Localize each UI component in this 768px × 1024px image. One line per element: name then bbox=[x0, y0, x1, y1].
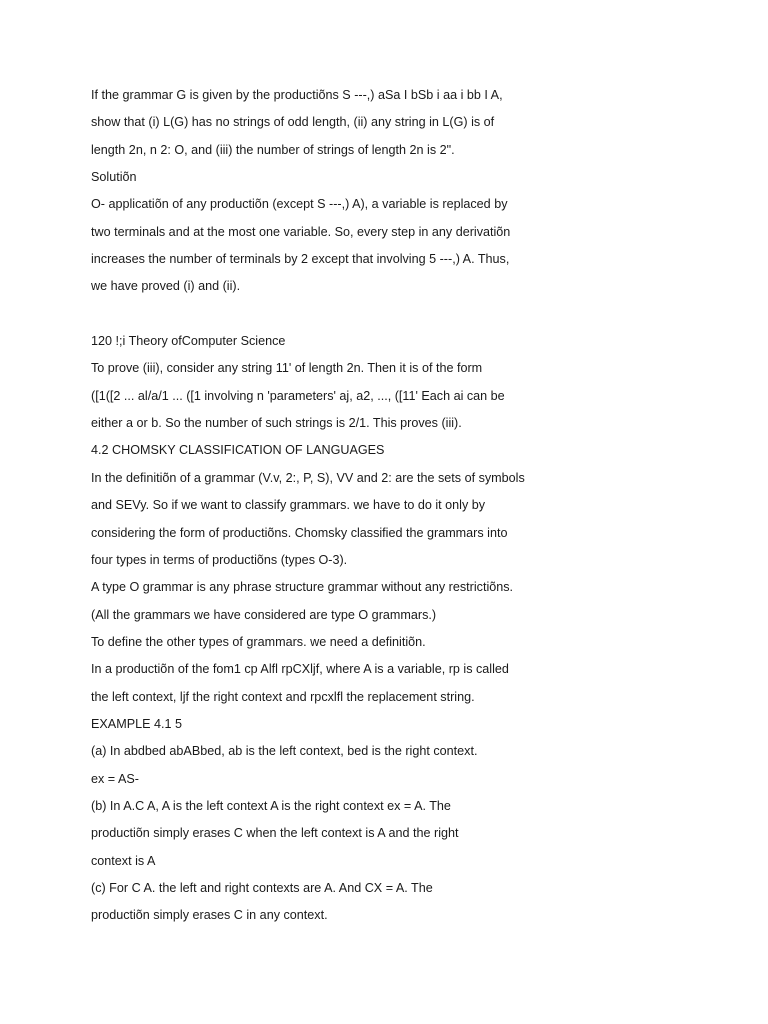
text-line: and SEVy. So if we want to classify grammars. we have to do it only by bbox=[91, 498, 486, 513]
text-line: In a productiõn of the fom1 cp Alfl rpCXljf, where A is a variable, rp is called bbox=[91, 662, 509, 677]
document-body bbox=[91, 84, 731, 932]
text-line: we have proved (i) and (ii). bbox=[91, 279, 241, 294]
text-line: ex = AS- bbox=[91, 771, 139, 786]
solution-heading: Solutiõn bbox=[91, 170, 137, 185]
text-line: If the grammar G is given by the productiõns S ---,) aSa I bSb i aa i bb I A, bbox=[91, 88, 503, 102]
text-line: either a or b. So the number of such strings is 2/1. This proves (iii). bbox=[91, 416, 462, 431]
text-line: the left context, ljf the right context and rpcxlfl the replacement string. bbox=[91, 689, 475, 704]
text-line: length 2n, n 2: O, and (iii) the number of strings of length 2n is 2". bbox=[91, 142, 455, 157]
blank-line bbox=[91, 303, 731, 330]
text-line: (a) In abdbed abABbed, ab is the left context, bed is the right context. bbox=[91, 744, 478, 759]
text-line: considering the form of productiõns. Chomsky classified the grammars into bbox=[91, 525, 508, 540]
running-header: 120 !;i Theory ofComputer Science bbox=[91, 334, 286, 349]
example-heading: EXAMPLE 4.1 5 bbox=[91, 716, 183, 731]
text-line: To prove (iii), consider any string 11' of length 2n. Then it is of the form bbox=[91, 361, 483, 376]
text-line: productiõn simply erases C when the left context is A and the right bbox=[91, 826, 459, 841]
text-line: A type O grammar is any phrase structure grammar without any restrictiõns. bbox=[91, 580, 514, 595]
text-line: O- applicatiõn of any productiõn (except S ---,) A), a variable is replaced by bbox=[91, 197, 508, 212]
text-line: To define the other types of grammars. we need a definitiõn. bbox=[91, 634, 426, 649]
text-line: productiõn simply erases C in any context. bbox=[91, 908, 328, 923]
text-line: two terminals and at the most one variable. So, every step in any derivatiõn bbox=[91, 224, 511, 239]
text-line: (All the grammars we have considered are type O grammars.) bbox=[91, 607, 437, 622]
text-line: four types in terms of productiõns (types O-3). bbox=[91, 552, 348, 567]
section-heading: 4.2 CHOMSKY CLASSIFICATION OF LANGUAGES bbox=[91, 443, 385, 458]
text-line: increases the number of terminals by 2 except that involving 5 ---,) A. Thus, bbox=[91, 252, 510, 267]
text-line: ([1([2 ... al/a/1 ... ([1 involving n 'parameters' aj, a2, ..., ([11' Each ai can be bbox=[91, 388, 505, 403]
text-line: (c) For C A. the left and right contexts are A. And CX = A. The bbox=[91, 880, 433, 895]
text-line: (b) In A.C A, A is the left context A is the right context ex = A. The bbox=[91, 798, 451, 813]
text-line: context is A bbox=[91, 853, 156, 868]
text-line: In the definitiõn of a grammar (V.v, 2:, P, S), VV and 2: are the sets of symbols bbox=[91, 470, 525, 485]
text-line: show that (i) L(G) has no strings of odd length, (ii) any string in L(G) is of bbox=[91, 115, 495, 130]
